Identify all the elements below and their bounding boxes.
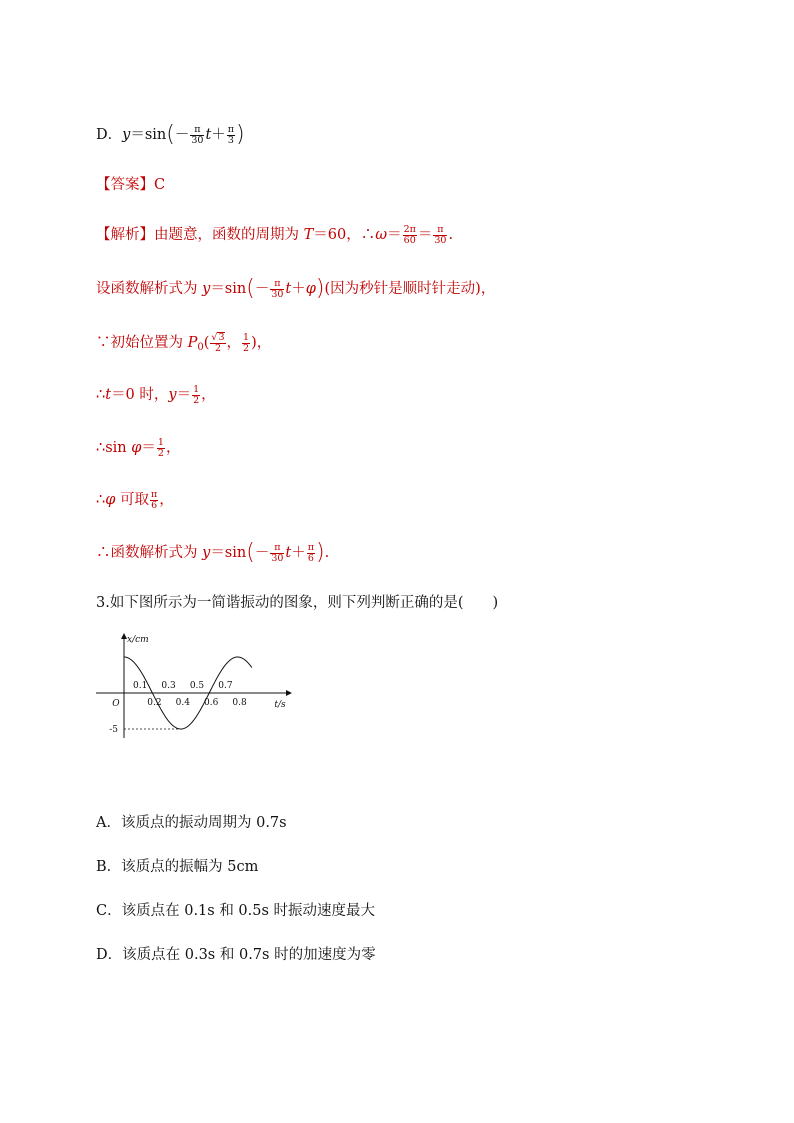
fraction: $\frac{1}{2}$ <box>157 436 164 459</box>
close-paren: ) <box>316 540 325 565</box>
analysis-line-7: ∴函数解析式为 y＝sin(－ $\frac{\pi}{30}$ t＋ $\frac{\pi}{6}$ ). <box>96 540 330 565</box>
analysis-line-5: ∴sin φ＝ $\frac{1}{2}$ ， <box>96 436 181 459</box>
option-c[interactable]: C．该质点在 0.1s 和 0.5s 时振动速度最大 <box>96 903 376 919</box>
option-a[interactable]: A．该质点的振动周期为 0.7s <box>96 815 287 831</box>
graph-labels <box>109 635 286 735</box>
fraction: $\frac{\pi}{6}$ <box>151 488 158 511</box>
close-paren: ) <box>236 122 245 147</box>
open-paren: ( <box>246 276 255 301</box>
x-tick-label: 0.6 <box>204 698 219 708</box>
fraction: $\frac{\pi}{30}$ <box>271 541 284 564</box>
open-paren: ( <box>246 540 255 565</box>
x-axis-arrow-icon <box>286 690 292 696</box>
fraction: $\frac{\pi}{30}$ <box>191 123 204 146</box>
analysis-line-6: ∴φ 可取 $\frac{\pi}{6}$ ， <box>96 488 174 511</box>
close-paren: ) <box>315 276 325 301</box>
fraction: $\frac{\pi}{3}$ <box>227 123 235 146</box>
x-tick-label: 0.3 <box>161 681 176 691</box>
fraction: $\frac{\pi}{6}$ <box>307 541 314 564</box>
fraction: $\frac{\pi}{30}$ <box>271 277 284 300</box>
option-d[interactable]: D．该质点在 0.3s 和 0.7s 时的加速度为零 <box>96 947 376 963</box>
analysis-line-2: 设函数解析式为 y＝sin(－ $\frac{\pi}{30}$ t＋φ)(因为秒针是顺时针走动)， <box>96 276 496 301</box>
analysis-line-1: 【解析】由题意，函数的周期为 T＝60，∴ω＝ $\frac{2\pi}{60}$ ＝ $\frac{\pi}{30}$ . <box>96 223 454 246</box>
fraction: $\frac{\pi}{30}$ <box>434 223 447 246</box>
x-tick-label: 0.8 <box>232 698 247 708</box>
x-tick-label: 0.1 <box>133 681 148 691</box>
x-tick-label: 0.7 <box>218 681 233 691</box>
x-tick-label: 0.4 <box>175 698 190 708</box>
fraction: $\frac{1}{2}$ <box>193 383 200 406</box>
shm-graph <box>96 630 296 745</box>
fraction: $\frac{√3}{2}$ <box>211 332 225 354</box>
analysis-line-4: ∴t＝0 时，y＝ $\frac{1}{2}$ ， <box>96 383 216 406</box>
x-tick-label: 0.2 <box>147 698 162 708</box>
x-axis-label: t/s <box>274 700 286 710</box>
option-b[interactable]: B．该质点的振幅为 5cm <box>96 859 259 875</box>
origin-label: O <box>112 699 120 709</box>
fraction: $\frac{2\pi}{60}$ <box>403 223 416 246</box>
x-tick-label: 0.5 <box>189 681 205 691</box>
answer-line: 【答案】C <box>96 177 166 193</box>
open-paren: ( <box>166 122 175 147</box>
prev-option-d: D．y＝sin(－ $\frac{\pi}{30}$ t＋ $\frac{\pi}{3}$ ) <box>96 122 245 147</box>
y-tick-label: -5 <box>109 725 118 735</box>
y-axis-label: x/cm <box>127 635 149 645</box>
fraction: $\frac{1}{2}$ <box>243 331 250 354</box>
analysis-line-3: ∵初始位置为 $P_0$( $\frac{√3}{2}$ ， $\frac{1}{2}$ )， <box>96 331 272 354</box>
question-3-stem: 3.如下图所示为一简谐振动的图象，则下列判断正确的是( ) <box>96 595 499 611</box>
